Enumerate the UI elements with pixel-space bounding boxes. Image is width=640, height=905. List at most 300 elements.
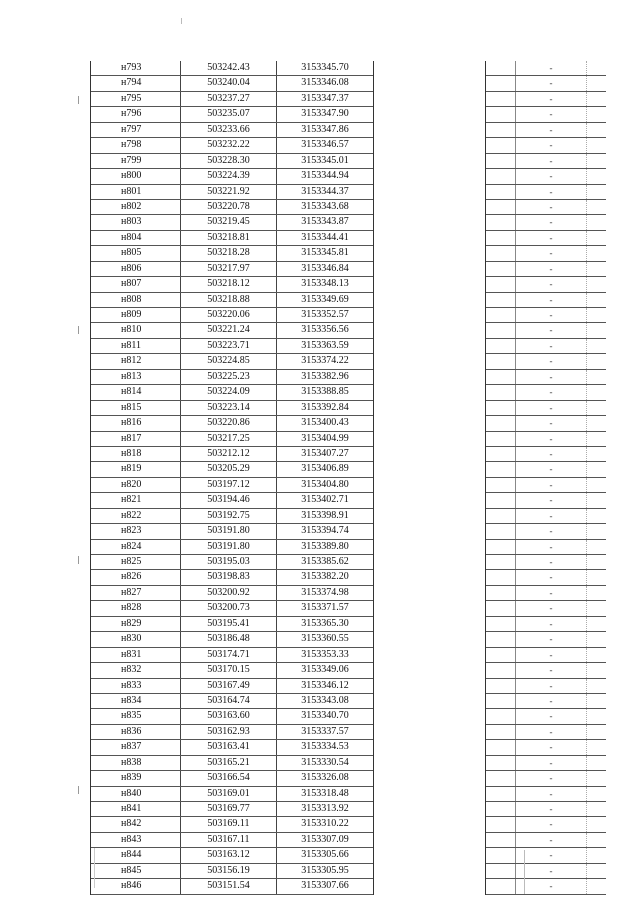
side-cell — [486, 601, 516, 615]
side-cell — [586, 617, 606, 631]
coord-x: 503169.77 — [181, 802, 277, 816]
dash-mark: - — [549, 93, 553, 104]
coord-x: 503224.85 — [181, 354, 277, 368]
side-cell — [486, 725, 516, 739]
dash-mark: - — [549, 186, 553, 197]
coord-y: 3153388.85 — [301, 386, 349, 398]
side-column — [485, 61, 606, 895]
side-row — [486, 509, 606, 524]
coord-y: 3153402.71 — [301, 494, 349, 506]
point-id: н832 — [91, 663, 181, 677]
table-row — [91, 740, 373, 755]
point-id: н826 — [91, 570, 181, 584]
coord-x: 503224.39 — [181, 169, 277, 183]
side-cell — [586, 293, 606, 307]
side-cell — [486, 231, 516, 245]
side-row — [486, 61, 606, 76]
point-id: н843 — [91, 833, 181, 847]
side-row — [486, 76, 606, 91]
side-row — [486, 478, 606, 493]
side-cell — [486, 185, 516, 199]
table-row — [91, 601, 373, 616]
point-id: н802 — [91, 200, 181, 214]
coord-y: 3153326.08 — [301, 772, 349, 784]
coord-y: 3153385.62 — [301, 556, 349, 567]
coord-y: 3153382.96 — [301, 370, 349, 382]
coord-y: 3153346.57 — [301, 139, 349, 151]
side-cell — [486, 401, 516, 415]
side-cell — [486, 246, 516, 260]
coord-y: 3153374.98 — [301, 586, 349, 598]
side-cell — [486, 864, 516, 878]
coord-x: 503218.88 — [181, 293, 277, 307]
coord-x: 503218.12 — [181, 277, 277, 291]
coord-y: 3153330.54 — [301, 756, 349, 768]
coord-x: 503232.22 — [181, 138, 277, 152]
side-cell — [586, 663, 606, 677]
side-cell — [586, 385, 606, 399]
side-row — [486, 740, 606, 755]
table-row — [91, 771, 373, 786]
side-row — [486, 92, 606, 107]
coord-x: 503224.09 — [181, 385, 277, 399]
table-row — [91, 370, 373, 385]
side-row — [486, 462, 606, 477]
side-row — [486, 663, 606, 678]
dash-mark: - — [549, 526, 553, 537]
side-row — [486, 709, 606, 724]
point-id: н796 — [91, 107, 181, 121]
coord-y: 3153334.53 — [301, 741, 349, 753]
coord-y: 3153307.66 — [301, 880, 349, 892]
side-cell — [586, 756, 606, 770]
dash-mark: - — [549, 325, 553, 336]
coord-y: 3153400.43 — [301, 417, 349, 429]
table-row — [91, 416, 373, 431]
side-row — [486, 570, 606, 585]
point-id: н827 — [91, 586, 181, 600]
coord-y: 3153398.91 — [301, 509, 349, 521]
coord-y: 3153404.99 — [301, 432, 349, 444]
side-cell — [586, 231, 606, 245]
table-row — [91, 679, 373, 694]
table-row — [91, 817, 373, 832]
dash-mark: - — [549, 248, 553, 259]
scan-mark — [78, 326, 79, 334]
dash-mark: - — [549, 294, 553, 305]
dash-mark: - — [549, 418, 553, 429]
table-row — [91, 663, 373, 678]
side-row — [486, 308, 606, 323]
dash-mark: - — [549, 109, 553, 120]
dash-mark: - — [549, 78, 553, 89]
side-cell — [486, 293, 516, 307]
side-cell — [486, 262, 516, 276]
side-cell — [486, 323, 516, 337]
side-cell — [486, 493, 516, 507]
side-row — [486, 787, 606, 802]
coord-y: 3153346.84 — [301, 262, 349, 274]
dash-mark: - — [549, 834, 553, 845]
coord-x: 503169.01 — [181, 787, 277, 801]
side-cell — [486, 570, 516, 584]
table-row — [91, 648, 373, 663]
point-id: н798 — [91, 138, 181, 152]
side-cell — [586, 802, 606, 816]
side-cell — [486, 833, 516, 847]
side-row — [486, 833, 606, 848]
table-row — [91, 354, 373, 369]
side-row — [486, 385, 606, 400]
table-row — [91, 293, 373, 308]
coord-x: 503167.11 — [181, 833, 277, 847]
point-id: н815 — [91, 401, 181, 415]
table-row — [91, 138, 373, 153]
side-cell — [486, 107, 516, 121]
coord-x: 503162.93 — [181, 725, 277, 739]
coord-y: 3153343.87 — [301, 216, 349, 228]
side-cell — [586, 107, 606, 121]
coord-x: 503200.73 — [181, 601, 277, 615]
point-id: н797 — [91, 123, 181, 137]
point-id: н817 — [91, 432, 181, 446]
table-row — [91, 262, 373, 277]
coord-y: 3153374.22 — [301, 355, 349, 367]
dash-mark: - — [549, 371, 553, 382]
side-cell — [486, 308, 516, 322]
side-cell — [586, 817, 606, 831]
side-cell — [586, 709, 606, 723]
scan-mark — [78, 786, 79, 794]
coord-x: 503194.46 — [181, 493, 277, 507]
side-row — [486, 339, 606, 354]
coord-y: 3153344.94 — [301, 170, 349, 182]
dash-mark: - — [549, 665, 553, 676]
side-cell — [586, 416, 606, 430]
side-cell — [586, 185, 606, 199]
side-cell — [586, 61, 606, 75]
table-row — [91, 246, 373, 261]
dash-mark: - — [549, 448, 553, 459]
side-cell — [486, 787, 516, 801]
coord-y: 3153349.69 — [301, 293, 349, 305]
side-cell — [486, 617, 516, 631]
side-cell — [486, 694, 516, 708]
table-row — [91, 478, 373, 493]
dash-mark: - — [549, 742, 553, 753]
dash-mark: - — [549, 63, 553, 73]
table-row — [91, 61, 373, 76]
side-cell — [586, 401, 606, 415]
side-row — [486, 277, 606, 292]
point-id: н834 — [91, 694, 181, 708]
side-cell — [586, 833, 606, 847]
table-row — [91, 509, 373, 524]
coord-x: 503242.43 — [181, 61, 277, 75]
table-row — [91, 123, 373, 138]
dash-mark: - — [549, 217, 553, 228]
dash-mark: - — [549, 387, 553, 398]
side-row — [486, 879, 606, 894]
dash-mark: - — [549, 140, 553, 151]
point-id: н806 — [91, 262, 181, 276]
table-row — [91, 632, 373, 647]
dash-mark: - — [549, 433, 553, 444]
coord-x: 503219.45 — [181, 215, 277, 229]
coord-x: 503195.41 — [181, 617, 277, 631]
coord-y: 3153382.20 — [301, 571, 349, 583]
dash-mark: - — [549, 155, 553, 166]
table-row — [91, 447, 373, 462]
coord-y: 3153347.37 — [301, 92, 349, 104]
side-row — [486, 493, 606, 508]
point-id: н816 — [91, 416, 181, 430]
coord-y: 3153345.70 — [301, 62, 349, 73]
side-row — [486, 262, 606, 277]
table-row — [91, 570, 373, 585]
side-cell — [586, 864, 606, 878]
dash-mark: - — [549, 711, 553, 722]
point-id: н809 — [91, 308, 181, 322]
coord-x: 503221.92 — [181, 185, 277, 199]
coord-y: 3153340.70 — [301, 710, 349, 722]
side-cell — [486, 200, 516, 214]
dash-mark: - — [549, 804, 553, 814]
side-cell — [486, 370, 516, 384]
side-row — [486, 756, 606, 771]
coord-x: 503169.11 — [181, 817, 277, 831]
dash-mark: - — [549, 201, 553, 212]
side-cell — [586, 879, 606, 893]
side-cell — [486, 478, 516, 492]
side-cell — [586, 447, 606, 461]
scan-mark — [78, 556, 79, 564]
dash-mark: - — [549, 124, 553, 135]
side-row — [486, 416, 606, 431]
dash-mark: - — [549, 881, 553, 892]
table-row — [91, 200, 373, 215]
side-cell — [586, 740, 606, 754]
dash-mark: - — [549, 865, 553, 876]
side-row — [486, 848, 606, 863]
coord-x: 503165.21 — [181, 756, 277, 770]
scan-mark — [524, 850, 525, 894]
table-row — [91, 185, 373, 200]
point-id: н824 — [91, 540, 181, 554]
coord-x: 503223.14 — [181, 401, 277, 415]
side-row — [486, 648, 606, 663]
coord-x: 503151.54 — [181, 879, 277, 893]
side-row — [486, 679, 606, 694]
side-row — [486, 138, 606, 153]
coord-x: 503223.71 — [181, 339, 277, 353]
coord-x: 503166.54 — [181, 771, 277, 785]
side-row — [486, 817, 606, 832]
side-cell — [586, 154, 606, 168]
scan-mark — [94, 848, 95, 888]
point-id: н804 — [91, 231, 181, 245]
table-row — [91, 308, 373, 323]
table-row — [91, 586, 373, 601]
side-row — [486, 524, 606, 539]
side-cell — [486, 277, 516, 291]
dash-mark: - — [549, 279, 553, 290]
coord-y: 3153305.66 — [301, 849, 349, 861]
side-row — [486, 601, 606, 616]
side-cell — [586, 848, 606, 862]
table-row — [91, 215, 373, 230]
coord-x: 503220.06 — [181, 308, 277, 322]
side-cell — [486, 848, 516, 862]
side-cell — [486, 555, 516, 569]
side-cell — [486, 385, 516, 399]
side-cell — [486, 771, 516, 785]
side-cell — [486, 817, 516, 831]
coord-x: 503220.86 — [181, 416, 277, 430]
side-cell — [486, 339, 516, 353]
coord-x: 503237.27 — [181, 92, 277, 106]
table-row — [91, 524, 373, 539]
coord-x: 503174.71 — [181, 648, 277, 662]
side-cell — [586, 277, 606, 291]
side-cell — [486, 92, 516, 106]
table-row — [91, 879, 373, 894]
side-cell — [586, 787, 606, 801]
side-cell — [486, 509, 516, 523]
table-row — [91, 462, 373, 477]
side-cell — [486, 679, 516, 693]
side-cell — [586, 215, 606, 229]
coord-x: 503212.12 — [181, 447, 277, 461]
coord-x: 503225.23 — [181, 370, 277, 384]
side-cell — [486, 416, 516, 430]
side-cell — [586, 370, 606, 384]
side-cell — [586, 123, 606, 137]
coord-y: 3153352.57 — [301, 309, 349, 320]
coord-x: 503221.24 — [181, 323, 277, 337]
coord-x: 503240.04 — [181, 76, 277, 90]
coord-y: 3153347.90 — [301, 108, 349, 120]
table-row — [91, 709, 373, 724]
side-cell — [586, 679, 606, 693]
point-id: н805 — [91, 246, 181, 260]
dash-mark: - — [549, 773, 553, 784]
side-cell — [486, 524, 516, 538]
side-row — [486, 586, 606, 601]
point-id: н801 — [91, 185, 181, 199]
side-cell — [486, 632, 516, 646]
side-row — [486, 771, 606, 786]
coord-y: 3153343.08 — [301, 694, 349, 706]
side-cell — [586, 200, 606, 214]
side-row — [486, 169, 606, 184]
point-id: н846 — [91, 879, 181, 893]
coord-x: 503218.81 — [181, 231, 277, 245]
table-row — [91, 694, 373, 709]
point-id: н811 — [91, 339, 181, 353]
coord-x: 503170.15 — [181, 663, 277, 677]
point-id: н819 — [91, 462, 181, 476]
table-row — [91, 154, 373, 169]
table-row — [91, 76, 373, 91]
side-row — [486, 540, 606, 555]
dash-mark: - — [549, 340, 553, 351]
side-row — [486, 231, 606, 246]
side-cell — [486, 586, 516, 600]
coord-x: 503218.28 — [181, 246, 277, 260]
side-cell — [486, 447, 516, 461]
side-cell — [486, 154, 516, 168]
dash-mark: - — [549, 788, 553, 799]
side-row — [486, 200, 606, 215]
side-row — [486, 401, 606, 416]
coord-x: 503205.29 — [181, 462, 277, 476]
coord-y: 3153307.09 — [301, 833, 349, 845]
coord-x: 503200.92 — [181, 586, 277, 600]
point-id: н818 — [91, 447, 181, 461]
coord-x: 503217.97 — [181, 262, 277, 276]
table-row — [91, 339, 373, 354]
side-row — [486, 555, 606, 570]
coord-x: 503220.78 — [181, 200, 277, 214]
side-row — [486, 246, 606, 261]
coord-x: 503167.49 — [181, 679, 277, 693]
coord-y: 3153360.55 — [301, 633, 349, 645]
side-cell — [486, 709, 516, 723]
side-row — [486, 123, 606, 138]
dash-mark: - — [549, 850, 553, 861]
coord-y: 3153305.95 — [301, 864, 349, 876]
point-id: н842 — [91, 817, 181, 831]
table-row — [91, 493, 373, 508]
coord-y: 3153394.74 — [301, 525, 349, 537]
coord-y: 3153345.01 — [301, 154, 349, 166]
dash-mark: - — [549, 541, 553, 552]
side-row — [486, 725, 606, 740]
scan-mark — [181, 18, 182, 24]
side-cell — [586, 308, 606, 322]
dash-mark: - — [549, 464, 553, 475]
point-id: н828 — [91, 601, 181, 615]
side-cell — [586, 138, 606, 152]
point-id: н794 — [91, 76, 181, 90]
dash-mark: - — [549, 726, 553, 737]
coord-y: 3153313.92 — [301, 803, 349, 814]
point-id: н799 — [91, 154, 181, 168]
point-id: н825 — [91, 555, 181, 569]
coord-x: 503235.07 — [181, 107, 277, 121]
point-id: н821 — [91, 493, 181, 507]
dash-mark: - — [549, 510, 553, 521]
dash-mark: - — [549, 171, 553, 182]
coord-x: 503186.48 — [181, 632, 277, 646]
table-row — [91, 617, 373, 632]
point-id: н808 — [91, 293, 181, 307]
point-id: н814 — [91, 385, 181, 399]
point-id: н835 — [91, 709, 181, 723]
dash-mark: - — [549, 356, 553, 367]
dash-mark: - — [549, 572, 553, 583]
side-cell — [486, 61, 516, 75]
side-row — [486, 432, 606, 447]
coord-y: 3153353.33 — [301, 648, 349, 660]
table-row — [91, 107, 373, 122]
coord-y: 3153404.80 — [301, 478, 349, 490]
coord-y: 3153389.80 — [301, 540, 349, 552]
point-id: н813 — [91, 370, 181, 384]
coord-y: 3153337.57 — [301, 725, 349, 737]
table-row — [91, 169, 373, 184]
